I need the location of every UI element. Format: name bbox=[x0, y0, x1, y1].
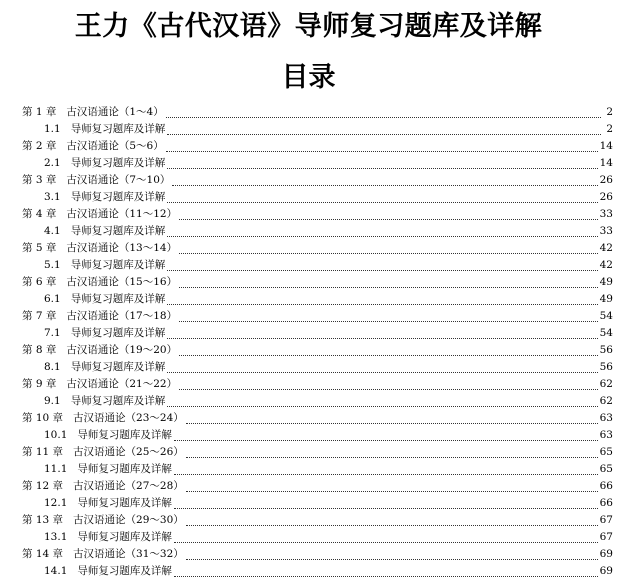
toc-section-entry[interactable] bbox=[44, 461, 613, 478]
toc-entry-label: 古汉语通论（21～22） bbox=[66, 378, 178, 390]
toc-section-entry[interactable] bbox=[44, 257, 613, 274]
toc-section-entry[interactable] bbox=[44, 495, 613, 512]
toc-entry-number: 第 5 章 bbox=[22, 242, 57, 254]
toc-entry-page: 2 bbox=[606, 123, 613, 135]
toc-entry-page: 67 bbox=[599, 514, 613, 526]
toc-section-entry[interactable] bbox=[44, 189, 613, 206]
toc-chapter-entry[interactable] bbox=[22, 444, 613, 461]
toc-entry-label: 导师复习题库及详解 bbox=[77, 565, 172, 577]
toc-section-entry[interactable] bbox=[44, 393, 613, 410]
toc-entry-number: 9.1 bbox=[44, 395, 61, 407]
toc-entry-label: 古汉语通论（19～20） bbox=[66, 344, 178, 356]
toc-entry-label: 导师复习题库及详解 bbox=[70, 293, 166, 305]
toc-dot-leader bbox=[179, 343, 598, 356]
toc-chapter-entry[interactable] bbox=[22, 274, 613, 291]
toc-dot-leader bbox=[166, 139, 598, 152]
toc-entry-number: 第 1 章 bbox=[22, 106, 57, 118]
toc-entry-number: 7.1 bbox=[44, 327, 61, 339]
toc-entry-number: 第 7 章 bbox=[22, 310, 57, 322]
toc-entry-page: 14 bbox=[599, 140, 613, 152]
toc-section-entry[interactable] bbox=[44, 563, 613, 580]
toc-entry-page: 65 bbox=[599, 463, 613, 475]
toc-entry-number: 6.1 bbox=[44, 293, 61, 305]
toc-dot-leader bbox=[167, 190, 597, 203]
toc-entry-page: 56 bbox=[599, 344, 613, 356]
toc-entry-page: 56 bbox=[599, 361, 613, 373]
toc-dot-leader bbox=[167, 292, 597, 305]
toc-entry-label: 导师复习题库及详解 bbox=[70, 123, 166, 135]
toc-entry-page: 2 bbox=[606, 106, 613, 118]
toc-dot-leader bbox=[172, 173, 597, 186]
toc-dot-leader bbox=[167, 258, 597, 271]
toc-entry-label: 导师复习题库及详解 bbox=[77, 463, 172, 475]
toc-entry-page: 54 bbox=[599, 310, 613, 322]
toc-section-entry[interactable] bbox=[44, 291, 613, 308]
toc-dot-leader bbox=[167, 122, 601, 135]
toc-entry-number: 8.1 bbox=[44, 361, 61, 373]
toc-entry-label: 古汉语通论（29～30） bbox=[73, 514, 184, 526]
toc-chapter-entry[interactable] bbox=[22, 308, 613, 325]
toc-chapter-entry[interactable] bbox=[22, 512, 613, 529]
toc-entry-label: 导师复习题库及详解 bbox=[70, 225, 166, 237]
toc-entry-number: 第 14 章 bbox=[22, 548, 64, 560]
toc-entry-label: 导师复习题库及详解 bbox=[70, 361, 166, 373]
toc-entry-label: 古汉语通论（13～14） bbox=[66, 242, 178, 254]
toc-entry-number: 12.1 bbox=[44, 497, 68, 509]
toc-entry-page: 54 bbox=[599, 327, 613, 339]
toc-section-entry[interactable] bbox=[44, 325, 613, 342]
toc-dot-leader bbox=[179, 275, 598, 288]
toc-dot-leader bbox=[179, 309, 598, 322]
toc-entry-number: 第 11 章 bbox=[22, 446, 64, 458]
toc-entry-label: 导师复习题库及详解 bbox=[70, 191, 166, 203]
toc-entry-page: 26 bbox=[599, 174, 613, 186]
toc-section-entry[interactable] bbox=[44, 155, 613, 172]
toc-section-entry[interactable] bbox=[44, 223, 613, 240]
toc-entry-number: 第 12 章 bbox=[22, 480, 64, 492]
toc-entry-page: 33 bbox=[599, 208, 613, 220]
toc-dot-leader bbox=[186, 479, 598, 492]
toc-entry-label: 导师复习题库及详解 bbox=[70, 259, 166, 271]
toc-dot-leader bbox=[186, 411, 598, 424]
toc-entry-page: 69 bbox=[599, 548, 613, 560]
toc-chapter-entry[interactable] bbox=[22, 376, 613, 393]
toc-entry-number: 14.1 bbox=[44, 565, 68, 577]
toc-entry-number: 第 3 章 bbox=[22, 174, 57, 186]
toc-entry-number: 第 8 章 bbox=[22, 344, 57, 356]
toc-entry-label: 导师复习题库及详解 bbox=[70, 157, 166, 169]
toc-chapter-entry[interactable] bbox=[22, 478, 613, 495]
toc-entry-label: 古汉语通论（7～10） bbox=[66, 174, 171, 186]
toc-entry-label: 古汉语通论（23～24） bbox=[73, 412, 184, 424]
toc-dot-leader bbox=[186, 547, 598, 560]
toc-dot-leader bbox=[167, 156, 597, 169]
toc-dot-leader bbox=[167, 394, 597, 407]
toc-entry-page: 42 bbox=[599, 242, 613, 254]
toc-dot-leader bbox=[186, 513, 598, 526]
toc-entry-number: 第 10 章 bbox=[22, 412, 64, 424]
toc-entry-label: 导师复习题库及详解 bbox=[70, 395, 166, 407]
toc-entry-page: 65 bbox=[599, 446, 613, 458]
toc-entry-number: 3.1 bbox=[44, 191, 61, 203]
toc-dot-leader bbox=[179, 207, 598, 220]
toc-entry-number: 第 13 章 bbox=[22, 514, 64, 526]
toc-chapter-entry[interactable] bbox=[22, 546, 613, 563]
toc-entry-label: 古汉语通论（25～26） bbox=[73, 446, 184, 458]
toc-chapter-entry[interactable] bbox=[22, 138, 613, 155]
toc-entry-number: 13.1 bbox=[44, 531, 68, 543]
toc-heading: 目录 bbox=[281, 62, 336, 93]
toc-section-entry[interactable] bbox=[44, 529, 613, 546]
toc-entry-number: 第 6 章 bbox=[22, 276, 57, 288]
toc-dot-leader bbox=[174, 462, 598, 475]
toc-entry-label: 导师复习题库及详解 bbox=[77, 429, 172, 441]
toc-entry-label: 古汉语通论（15～16） bbox=[66, 276, 178, 288]
toc-chapter-entry[interactable] bbox=[22, 104, 613, 121]
toc-entry-page: 42 bbox=[599, 259, 613, 271]
toc-entry-page: 49 bbox=[599, 293, 613, 305]
toc-chapter-entry[interactable] bbox=[22, 240, 613, 257]
toc-dot-leader bbox=[186, 445, 598, 458]
toc-entry-number: 第 4 章 bbox=[22, 208, 57, 220]
toc-dot-leader bbox=[174, 428, 598, 441]
toc-entry-page: 62 bbox=[599, 395, 613, 407]
toc-dot-leader bbox=[167, 224, 597, 237]
toc-chapter-entry[interactable] bbox=[22, 410, 613, 427]
toc-section-entry[interactable] bbox=[44, 121, 613, 138]
toc-dot-leader bbox=[179, 377, 598, 390]
toc-entry-page: 63 bbox=[599, 412, 613, 424]
toc-section-entry[interactable] bbox=[44, 427, 613, 444]
toc-entry-page: 49 bbox=[599, 276, 613, 288]
toc-entry-page: 66 bbox=[599, 497, 613, 509]
toc-entry-label: 古汉语通论（31～32） bbox=[73, 548, 184, 560]
toc-dot-leader bbox=[179, 241, 598, 254]
toc-entry-label: 古汉语通论（11～12） bbox=[66, 208, 178, 220]
toc-entry-number: 第 2 章 bbox=[22, 140, 57, 152]
toc-entry-label: 导师复习题库及详解 bbox=[70, 327, 166, 339]
toc-entry-label: 古汉语通论（5～6） bbox=[66, 140, 164, 152]
toc-entry-page: 63 bbox=[599, 429, 613, 441]
toc-entry-label: 古汉语通论（1～4） bbox=[66, 106, 164, 118]
toc-entry-page: 33 bbox=[599, 225, 613, 237]
toc-entry-number: 1.1 bbox=[44, 123, 61, 135]
toc-entry-page: 14 bbox=[599, 157, 613, 169]
toc-entry-label: 古汉语通论（27～28） bbox=[73, 480, 184, 492]
toc-dot-leader bbox=[174, 530, 598, 543]
toc-entry-page: 67 bbox=[599, 531, 613, 543]
toc-entry-page: 62 bbox=[599, 378, 613, 390]
toc-entry-number: 11.1 bbox=[44, 463, 68, 475]
toc-chapter-entry[interactable] bbox=[22, 206, 613, 223]
toc-entry-label: 古汉语通论（17～18） bbox=[66, 310, 178, 322]
toc-entry-page: 26 bbox=[599, 191, 613, 203]
toc-dot-leader bbox=[174, 496, 598, 509]
toc-chapter-entry[interactable] bbox=[22, 342, 613, 359]
toc-entry-number: 4.1 bbox=[44, 225, 61, 237]
toc-dot-leader bbox=[167, 326, 597, 339]
toc-chapter-entry[interactable] bbox=[22, 172, 613, 189]
toc-dot-leader bbox=[167, 360, 597, 373]
toc-entry-number: 5.1 bbox=[44, 259, 61, 271]
toc-entry-number: 10.1 bbox=[44, 429, 68, 441]
toc-entry-number: 2.1 bbox=[44, 157, 61, 169]
toc-section-entry[interactable] bbox=[44, 359, 613, 376]
toc-dot-leader bbox=[166, 105, 601, 118]
document-title: 王力《古代汉语》导师复习题库及详解 bbox=[74, 11, 543, 42]
toc-entry-label: 导师复习题库及详解 bbox=[77, 531, 172, 543]
toc-entry-label: 导师复习题库及详解 bbox=[77, 497, 172, 509]
toc-entry-page: 66 bbox=[599, 480, 613, 492]
toc-entry-number: 第 9 章 bbox=[22, 378, 57, 390]
toc-entry-page: 69 bbox=[599, 565, 613, 577]
